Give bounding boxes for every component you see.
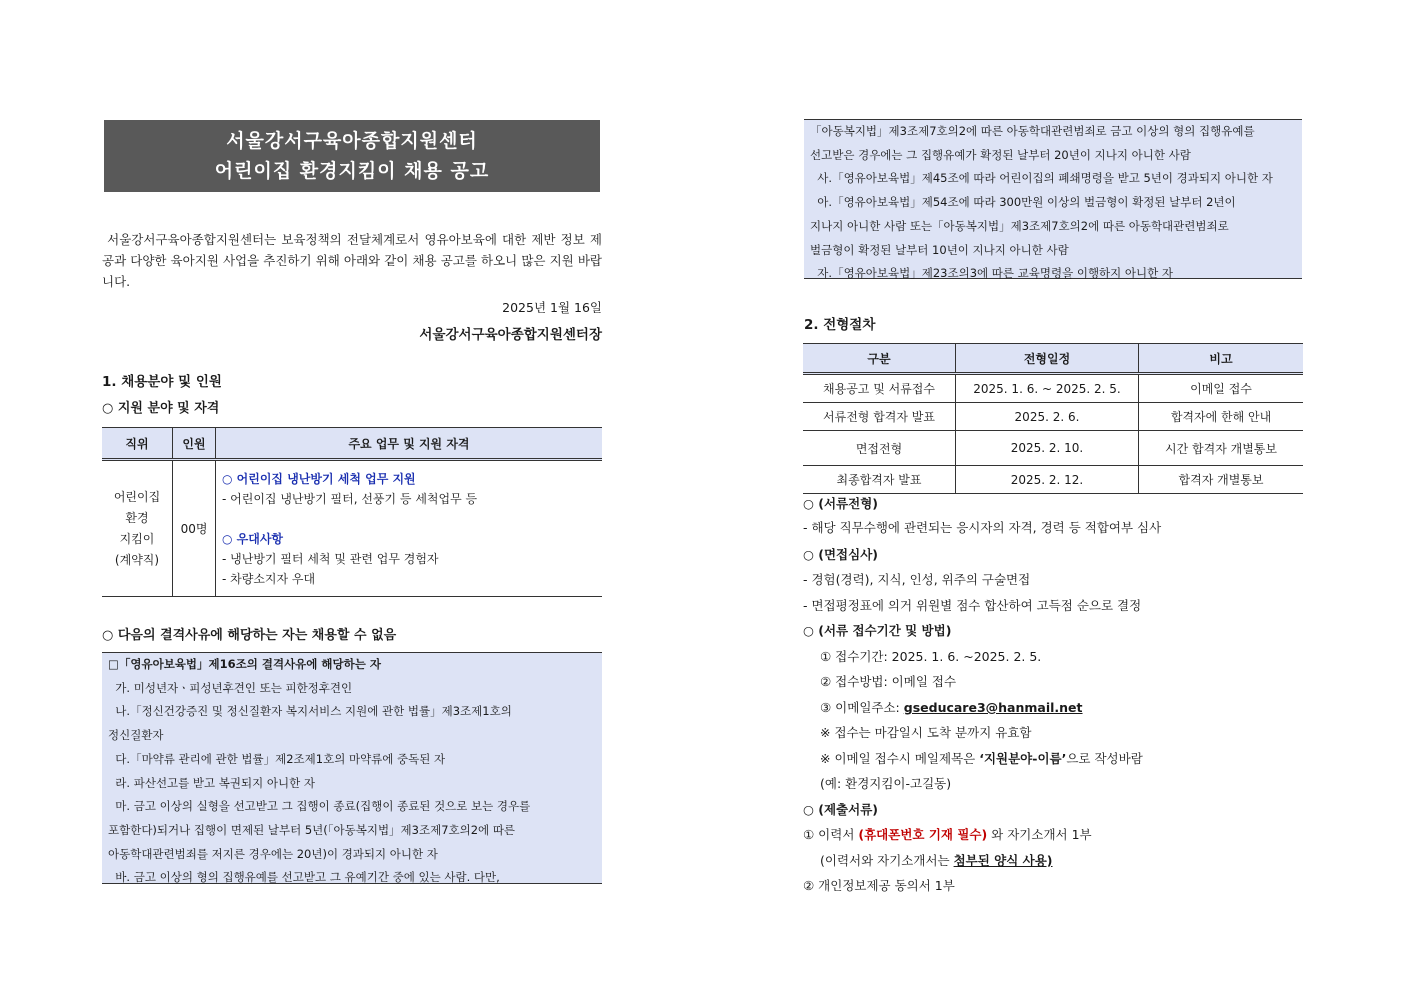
table-row: 서류전형 합격자 발표 2025. 2. 6. 합격자에 한해 안내: [803, 403, 1303, 431]
table-row: 최종합격자 발표 2025. 2. 12. 합격자 개별통보: [803, 466, 1303, 494]
email-line: ③ 이메일주소: gseducare3@hanmail.net: [820, 700, 1083, 715]
disq-line: 라. 파산선고를 받고 복권되지 아니한 자: [108, 775, 315, 790]
section1-sub: ○ 지원 분야 및 자격: [102, 401, 220, 416]
notice-title-box: [104, 120, 600, 192]
th-position: 직위: [102, 428, 173, 460]
submit-item-1: ① 이력서 (휴대폰번호 기재 필수) 와 자기소개서 1부: [803, 827, 1092, 842]
count-cell: 00명: [173, 460, 216, 597]
period-title: ○ (서류 접수기간 및 방법): [803, 623, 952, 638]
disq-line: 다.「마약류 관리에 관한 법률」제2조제1호의 마약류에 중독된 자: [108, 751, 446, 766]
interview-item-2: - 면접평정표에 의거 위원별 점수 합산하여 고득점 순으로 결정: [803, 598, 1142, 613]
duty-cell: [216, 460, 603, 597]
note-2-example: (예: 환경지킴이-고길동): [820, 776, 952, 791]
th-count: 인원: [173, 428, 216, 460]
disqualification-box-2: [804, 119, 1302, 279]
pref-title: ○ 우대사항: [222, 531, 284, 546]
disq-line: 지나지 아니한 사람 또는「아동복지법」제3조제7호의2에 따른 아동학대관련범죄로: [810, 218, 1229, 233]
table-row: 면접전형 2025. 2. 10. 시간 합격자 개별통보: [803, 431, 1303, 466]
th-category: 구분: [803, 344, 956, 374]
process-table: [803, 343, 1303, 494]
disq-line: 나.「정신건강증진 및 정신질환자 복지서비스 지원에 관한 법률」제3조제1호의: [108, 704, 512, 719]
pref-item-2: - 차량소지자 우대: [222, 571, 316, 586]
disq-line: 아동학대관련범죄를 저지른 경우에는 20년)이 경과되지 아니한 자: [108, 846, 438, 861]
doc-screen-item: - 해당 직무수행에 관련되는 응시자의 자격, 경력 등 적합여부 심사: [803, 520, 1162, 535]
disqualification-box-1: [102, 652, 602, 884]
disq-line: 포함한다)되거나 집행이 면제된 날부터 5년(「아동복지법」제3조제7호의2에 따른: [108, 822, 516, 837]
th-schedule: 전형일정: [956, 344, 1139, 374]
table-row: 채용공고 및 서류접수 2025. 1. 6. ~ 2025. 2. 5. 이메일 접수: [803, 374, 1303, 403]
section1-heading: 1. 채용분야 및 인원: [102, 374, 222, 390]
duty-item: - 어린이집 냉난방기 필터, 선풍기 등 세척업무 등: [222, 491, 478, 506]
disqualification-heading: ○ 다음의 결격사유에 해당하는 자는 채용할 수 없음: [102, 628, 397, 643]
note-1: ※ 접수는 마감일시 도착 분까지 유효함: [820, 725, 1032, 740]
email-address[interactable]: gseducare3@hanmail.net: [903, 700, 1083, 715]
note-2: ※ 이메일 접수시 메일제목은 ‘지원분야-이름’으로 작성바람: [820, 751, 1143, 766]
th-note: 비고: [1139, 344, 1304, 374]
duty-title: ○ 어린이집 냉난방기 세척 업무 지원: [222, 471, 416, 486]
interview-item-1: - 경험(경력), 지식, 인성, 위주의 구술면접: [803, 572, 1031, 587]
period-item: ① 접수기간: 2025. 1. 6. ~2025. 2. 5.: [820, 649, 1042, 664]
position-cell: 어린이집 환경 지킴이 (계약직): [102, 460, 173, 597]
interview-title: ○ (면접심사): [803, 547, 878, 562]
notice-date: 2025년 1월 16일: [502, 300, 602, 315]
title-line2: 어린이집 환경지킴이 채용 공고: [214, 160, 490, 182]
submit-item-2: ② 개인정보제공 동의서 1부: [803, 878, 955, 893]
disq-line: 아.「영유아보육법」제54조에 따라 300만원 이상의 벌금형이 확정된 날부터 2년이: [810, 195, 1236, 210]
intro-paragraph: 서울강서구육아종합지원센터는 보육정책의 전달체계로서 영유아보육에 대한 제반 정보 제공과 다양한 육아지원 사업을 추진하기 위해 아래와 같이 채용 공고를 하오니 많은 지원 바랍니다.: [102, 232, 602, 289]
disq-line: 「아동복지법」제3조제7호의2에 따른 아동학대관련범죄로 금고 이상의 형의 집행유예를: [810, 124, 1255, 138]
section2-heading: 2. 전형절차: [804, 317, 876, 333]
title-line1: 서울강서구육아종합지원센터: [226, 130, 478, 152]
recruit-table: [102, 427, 602, 597]
th-duty: 주요 업무 및 지원 자격: [216, 428, 603, 460]
notice-director: 서울강서구육아종합지원센터장: [419, 327, 602, 343]
disq-line: 선고받은 경우에는 그 집행유예가 확정된 날부터 20년이 지나지 아니한 사람: [810, 147, 1191, 162]
disq-line: 마. 금고 이상의 실형을 선고받고 그 집행이 종료(집행이 종료된 것으로 보는 경우를: [108, 799, 531, 814]
disq-line: 사.「영유아보육법」제45조에 따라 어린이집의 폐쇄명령을 받고 5년이 경과되지 아니한 자: [810, 171, 1273, 186]
pref-item-1: - 냉난방기 필터 세척 및 관련 업무 경험자: [222, 551, 439, 566]
submit-title: ○ (제출서류): [803, 802, 878, 817]
disq-line: 벌금형이 확정된 날부터 10년이 지나지 아니한 사람: [810, 242, 1069, 257]
disq-line: 자.「영유아보육법」제23조의3에 따른 교육명령을 이행하지 아니한 자: [810, 266, 1174, 281]
doc-screen-title: ○ (서류전형): [803, 496, 878, 511]
method-item: ② 접수방법: 이메일 접수: [820, 674, 957, 689]
disq-line: □「영유아보육법」제16조의 결격사유에 해당하는 자: [108, 657, 381, 671]
disq-line: 정신질환자: [108, 728, 164, 743]
submit-item-1-note: (이력서와 자기소개서는 첨부된 양식 사용): [820, 853, 1053, 868]
disq-line: 바. 금고 이상의 형의 집행유예를 선고받고 그 유예기간 중에 있는 사람. 다만,: [108, 870, 500, 885]
disq-line: 가. 미성년자ㆍ피성년후견인 또는 피한정후견인: [108, 680, 353, 695]
